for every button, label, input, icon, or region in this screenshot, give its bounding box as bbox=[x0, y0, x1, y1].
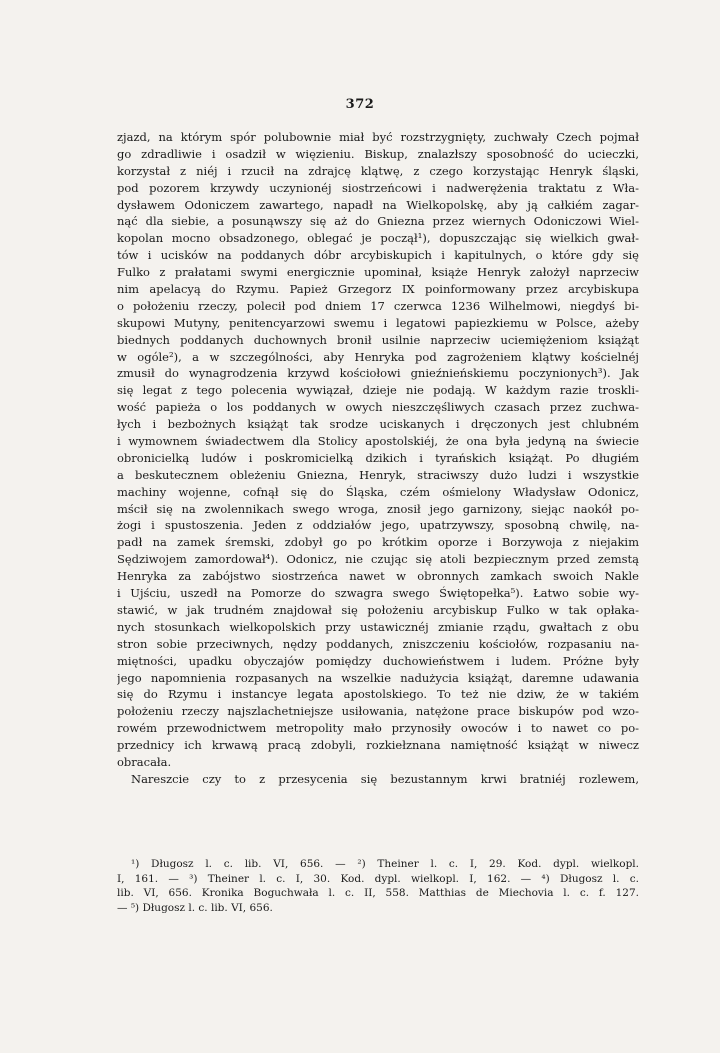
text-line: rowém przewodnictwem metropolity mało przynosiły owoców i to nawet co po- bbox=[117, 721, 639, 736]
text-line-paragraph-start: Nareszcie czy to z przesycenia się bezustannym krwi bratniéj rozlewem, bbox=[131, 771, 639, 786]
footnote-line: lib. VI, 656. Kronika Boguchwała l. c. II, 558. Matthias de Miechovia l. c. f. 127. bbox=[117, 887, 639, 900]
text-line: przednicy ich krwawą pracą zdobyli, rozkiełznana namiętność książąt w niwecz bbox=[117, 738, 639, 753]
text-line: się legat z tego polecenia wywiązał, dzieje nie podają. W każdym razie troskli- bbox=[117, 383, 639, 398]
body-text bbox=[117, 129, 639, 788]
footnote-line: ¹) Długosz l. c. lib. VI, 656. — ²) Theiner l. c. I, 29. Kod. dypl. wielkopl. bbox=[131, 858, 639, 870]
text-line: a beskutecznem obleżeniu Gniezna, Henryk, straciwszy dużo ludzi i wszystkie bbox=[117, 467, 639, 482]
text-line: dysławem Odoniczem zawartego, napadł na Wielkopolskę, aby ją całkiém zagar- bbox=[117, 197, 639, 212]
text-line: stawić, w jak trudném znajdował się położeniu arcybiskup Fulko w tak opłaka- bbox=[117, 602, 639, 617]
text-line: biednych poddanych duchownych bronił usilnie naprzeciw uciemiężeniom książąt bbox=[117, 332, 639, 347]
text-line: nim apelacyą do Rzymu. Papież Grzegorz IX poinformowany przez arcybiskupa bbox=[117, 282, 639, 297]
text-line: zmusił do wynagrodzenia krzywd kościołowi gnieźnieńskiemu poczynionych³). Jak bbox=[117, 366, 639, 381]
text-line: zjazd, na którym spór polubownie miał być rozstrzygnięty, zuchwały Czech pojmał bbox=[117, 130, 639, 144]
text-line: miętności, upadku obyczajów pomiędzy duchowieństwem i ludem. Próżne były bbox=[117, 653, 639, 668]
text-line: Henryka za zabójstwo siostrzeńca nawet w obronnych zamkach swoich Nakle bbox=[117, 569, 639, 584]
text-line: żogi i spustoszenia. Jeden z oddziałów jego, upatrzywszy, sposobną chwilę, na- bbox=[117, 518, 639, 533]
text-line: stron sobie przeciwnych, nędzy poddanych, zniszczeniu kościołów, rozpasaniu na- bbox=[117, 636, 639, 651]
text-line: jego napomnienia rozpasanych na wszelkie nadużycia książąt, daremne udawania bbox=[117, 670, 639, 685]
text-line: pod pozorem krzywdy uczynionéj siostrzeńcowi i nadwerężenia traktatu z Wła- bbox=[117, 180, 639, 195]
footnotes bbox=[117, 857, 639, 915]
text-line: machiny wojenne, cofnął się do Śląska, czém ośmielony Władysław Odonicz, bbox=[117, 484, 639, 499]
text-line: w ogóle²), a w szczególności, aby Henryka pod zagrożeniem klątwy kościelnéj bbox=[117, 349, 639, 364]
text-line: padł na zamek śremski, zdobył go po krótkim oporze i Borzywoja z niejakim bbox=[117, 535, 639, 550]
text-line: kopolan mocno obsadzonego, oblegać je począł¹), dopuszczając się wielkich gwał- bbox=[117, 231, 639, 246]
text-line: wość papieża o los poddanych w owych nieszczęśliwych czasach przez zuchwa- bbox=[117, 400, 639, 415]
footnote-line: — ⁵) Długosz l. c. lib. VI, 656. bbox=[117, 901, 273, 914]
text-line-paragraph-end: obracała. bbox=[117, 754, 172, 769]
text-line: go zdradliwie i osadził w więzieniu. Biskup, znalazłszy sposobność do ucieczki, bbox=[117, 146, 639, 161]
text-line: Fulko z prałatami swymi energicznie upominał, książe Henryk założył naprzeciw bbox=[117, 265, 639, 280]
footnote-line: I, 161. — ³) Theiner l. c. I, 30. Kod. dypl. wielkopl. I, 162. — ⁴) Długosz l. c. bbox=[117, 872, 639, 885]
text-line: o położeniu rzeczy, polecił pod dniem 17 czerwca 1236 Wilhelmowi, niegdyś bi- bbox=[117, 298, 639, 313]
text-line: położeniu rzeczy najszlachetniejsze usiłowania, natężone prace biskupów pod wzo- bbox=[117, 704, 639, 719]
text-line: nych stosunkach wielkopolskich przy ustawicznéj zmianie rządu, gwałtach z obu bbox=[117, 619, 639, 634]
text-line: skupowi Mutyny, penitencyarzowi swemu i legatowi papiezkiemu w Polsce, ażeby bbox=[117, 315, 639, 330]
text-line: korzystał z niéj i rzucił na zdrajcę klątwę, z czego korzystając Henryk śląski, bbox=[117, 163, 639, 178]
text-line: i wymownem świadectwem dla Stolicy apostolskiéj, że ona była jedyną na świecie bbox=[117, 434, 639, 449]
text-line: mścił się na zwolennikach swego wroga, znosił jego garnizony, siejąc naokół po- bbox=[117, 501, 639, 516]
text-line: Sędziwojem zamordował⁴). Odonicz, nie czując się atoli bezpiecznym przed zemstą bbox=[117, 552, 639, 567]
text-line: nąć dla siebie, a posunąwszy się aż do Gniezna przez wiernych Odoniczowi Wiel- bbox=[117, 214, 639, 229]
text-line: łych i bezbożnych książąt tak srodze uciskanych i dręczonych jest chlubném bbox=[117, 417, 639, 432]
text-line: i Ujściu, uszedł na Pomorze do szwagra swego Świętopełka⁵). Łatwo sobie wy- bbox=[117, 586, 639, 601]
text-line: obronicielką ludów i poskromicielką dzikich i tyrańskich książąt. Po długiém bbox=[117, 450, 639, 465]
page-number: 372 bbox=[345, 97, 375, 112]
text-line: się do Rzymu i instancye legata apostolskiego. To też nie dziw, że w takiém bbox=[117, 687, 639, 702]
text-line: tów i ucisków na poddanych dóbr arcybiskupich i kapitulnych, o które gdy się bbox=[117, 248, 639, 263]
